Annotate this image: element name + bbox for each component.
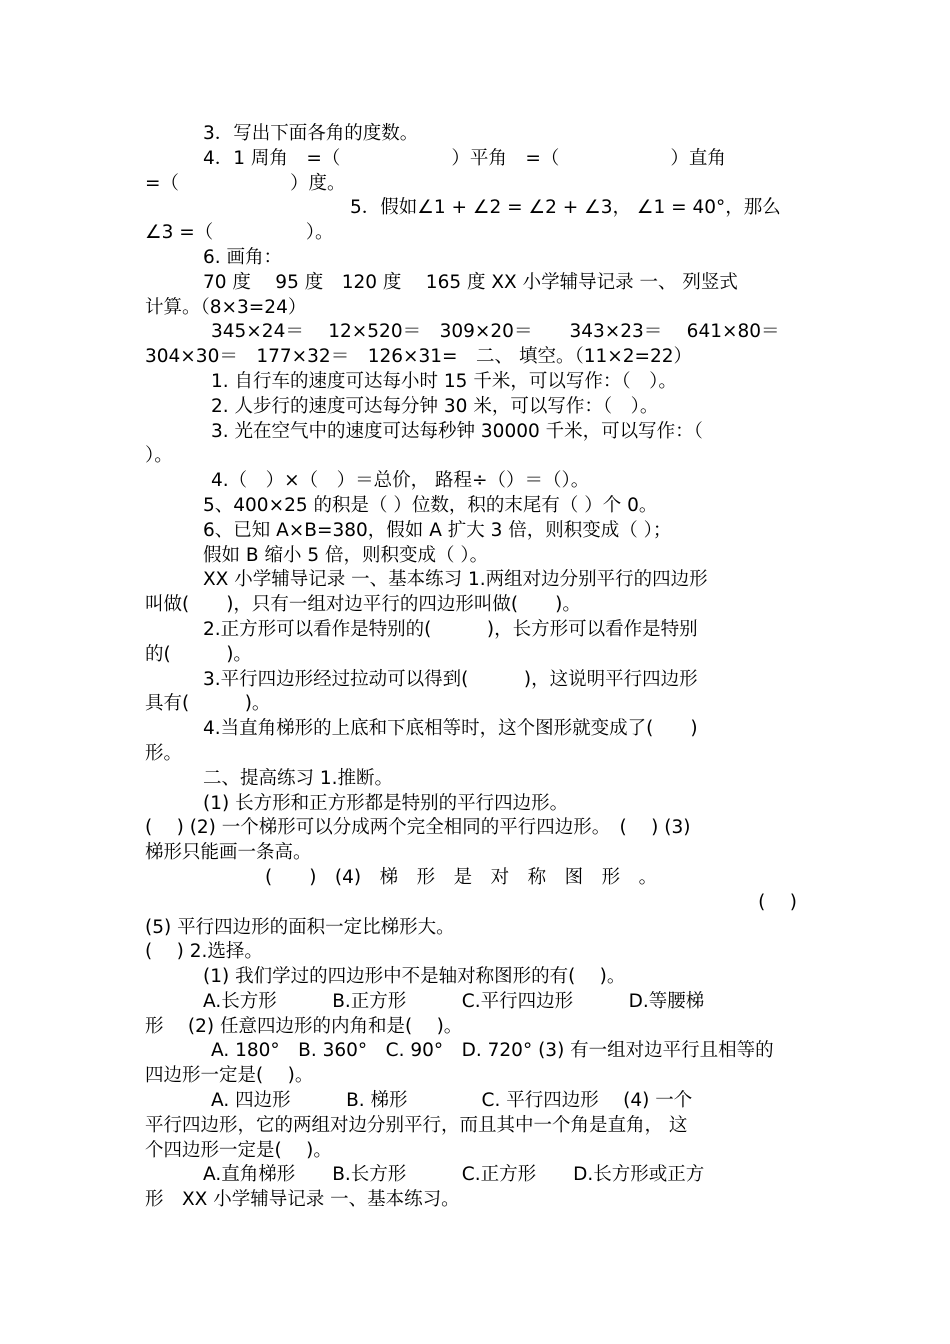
text-line: 6. 画角： (203, 246, 283, 268)
document-page (145, 122, 807, 1213)
text-line: =（ ）度。 (145, 172, 346, 194)
text-line: A. 四边形 B. 梯形 C. 平行四边形 (4) 一个 (211, 1090, 693, 1112)
text-line: 二、提高练习 1.推断。 (203, 767, 394, 789)
text-line: 1. 自行车的速度可达每小时 15 千米，可以写作：（ ）。 (211, 370, 677, 392)
text-line: 个四边形一定是( )。 (145, 1139, 332, 1161)
text-line: 平行四边形，它的两组对边分别平行，而且其中一个角是直角， 这 (145, 1114, 688, 1136)
text-line: ( ) (2) 一个梯形可以分成两个完全相同的平行四边形。 ( ) (3) (145, 817, 691, 839)
text-line: A. 180° B. 360° C. 90° D. 720° (3) 有一组对边平行且相等的 (211, 1040, 774, 1062)
text-line: 假如 B 缩小 5 倍，则积变成（ ）。 (203, 544, 489, 566)
text-line: 4．1 周角 =（ ）平角 =（ ）直角 (203, 147, 726, 169)
text-line: 70 度 95 度 120 度 165 度 XX 小学辅导记录 一、 列竖式 (203, 271, 738, 293)
text-line: 345×24＝ 12×520＝ 309×20＝ 343×23＝ 641×80＝ (211, 321, 780, 343)
text-line: 5．假如∠1 + ∠2 = ∠2 + ∠3， ∠1 = 40°，那么 (350, 197, 781, 219)
text-line: 2.正方形可以看作是特别的( )，长方形可以看作是特别 (203, 618, 698, 640)
text-line: ( ) (758, 891, 797, 913)
text-line: (1) 我们学过的四边形中不是轴对称图形的有( )。 (203, 966, 626, 988)
text-line: 3. 光在空气中的速度可达每秒钟 30000 千米，可以写作：（ (211, 420, 703, 442)
text-line: 2. 人步行的速度可达每分钟 30 米，可以写作：（ ）。 (211, 395, 659, 417)
text-line: 计算。（8×3=24） (145, 296, 307, 318)
text-line: A.长方形 B.正方形 C.平行四边形 D.等腰梯 (203, 990, 705, 1012)
text-line: 具有( )。 (145, 693, 271, 715)
text-line: (1) 长方形和正方形都是特别的平行四边形。 (203, 792, 569, 814)
text-line: ）。 (145, 445, 173, 467)
text-line: 3．写出下面各角的度数。 (203, 123, 419, 144)
text-line: ∠3 =（ ）。 (145, 222, 334, 244)
text-line: XX 小学辅导记录 一、基本练习 1.两组对边分别平行的四边形 (203, 569, 708, 591)
text-line: 4.（ ）×（ ）＝总价， 路程÷（）＝（）。 (211, 470, 590, 492)
text-line: 6、已知 A×B=380，假如 A 扩大 3 倍，则积变成（ ）； (203, 519, 672, 541)
text-line: 形 XX 小学辅导记录 一、基本练习。 (145, 1189, 460, 1211)
text-line: 的( )。 (145, 643, 252, 665)
text-line: 5、400×25 的积是（ ）位数，积的末尾有（ ）个 0。 (203, 494, 658, 516)
text-line: 4.当直角梯形的上底和下底相等时，这个图形就变成了( ) (203, 718, 698, 740)
text-line: 3.平行四边形经过拉动可以得到( )，这说明平行四边形 (203, 668, 698, 690)
text-line: 304×30＝ 177×32＝ 126×31= 二、 填空。（11×2=22） (145, 346, 693, 368)
text-line: 梯形只能画一条高。 (145, 842, 312, 864)
text-line: ( ) 2.选择。 (145, 941, 263, 963)
text-line: ( ) (4) 梯 形 是 对 称 图 形 。 (265, 866, 658, 888)
text-line: 形。 (145, 742, 183, 764)
text-line: 形 (2) 任意四边形的内角和是( )。 (145, 1015, 463, 1037)
text-line: 叫做( )，只有一组对边平行的四边形叫做( )。 (145, 594, 581, 616)
text-line: 四边形一定是( )。 (145, 1065, 314, 1087)
text-line: (5) 平行四边形的面积一定比梯形大。 (145, 916, 455, 938)
text-line: A.直角梯形 B.长方形 C.正方形 D.长方形或正方 (203, 1164, 705, 1186)
